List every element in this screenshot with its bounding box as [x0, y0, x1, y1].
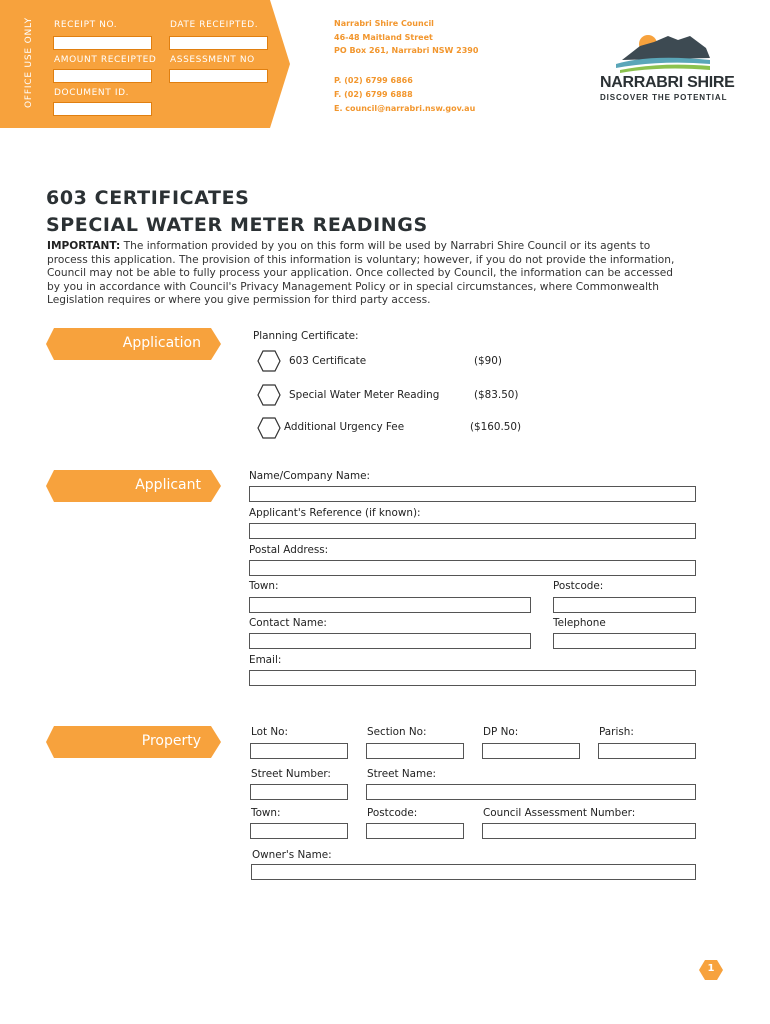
assessment-no-label: ASSESSMENT NO	[170, 55, 255, 65]
council-street: 46-48 Maitland Street	[334, 33, 433, 42]
section-tab-property	[46, 726, 221, 758]
date-receipted-label: DATE RECEIPTED.	[170, 20, 259, 30]
applicant-reference-label: Applicant's Reference (if known):	[249, 507, 421, 519]
dp-no-label: DP No:	[483, 726, 519, 738]
privacy-notice-bold: IMPORTANT:	[47, 240, 121, 252]
amount-receipted-label: AMOUNT RECEIPTED	[54, 55, 157, 65]
option-urgency-fee-checkbox[interactable]	[257, 417, 281, 439]
section-no-field[interactable]	[366, 743, 464, 759]
postal-address-label: Postal Address:	[249, 544, 329, 556]
lot-no-label: Lot No:	[251, 726, 288, 738]
logo-tagline: DISCOVER THE POTENTIAL	[600, 93, 728, 102]
receipt-no-label: RECEIPT NO.	[54, 20, 118, 30]
logo-wordmark: NARRABRI SHIRE	[600, 74, 735, 91]
section-no-label: Section No:	[367, 726, 427, 738]
option-603-certificate-label: 603 Certificate	[289, 355, 367, 367]
owners-name-label: Owner's Name:	[252, 849, 332, 861]
council-po-box: PO Box 261, Narrabri NSW 2390	[334, 46, 479, 55]
applicant-town-label: Town:	[249, 580, 279, 592]
narrabri-logo-icon	[610, 30, 716, 74]
council-assessment-number-label: Council Assessment Number:	[483, 807, 636, 819]
option-603-certificate-checkbox[interactable]	[257, 350, 281, 372]
telephone-label: Telephone	[553, 617, 606, 629]
property-town-field[interactable]	[250, 823, 348, 839]
name-company-label: Name/Company Name:	[249, 470, 371, 482]
postal-address-field[interactable]	[249, 560, 696, 576]
assessment-no-field[interactable]	[169, 69, 268, 83]
street-number-label: Street Number:	[251, 768, 331, 780]
page-title-line1: 603 CERTIFICATES	[46, 187, 250, 209]
street-name-label: Street Name:	[367, 768, 437, 780]
option-603-certificate-price: ($90)	[474, 355, 502, 367]
section-tab-applicant	[46, 470, 221, 502]
option-urgency-fee-price: ($160.50)	[470, 421, 522, 433]
street-name-field[interactable]	[366, 784, 696, 800]
lot-no-field[interactable]	[250, 743, 348, 759]
name-company-field[interactable]	[249, 486, 696, 502]
option-urgency-fee-label: Additional Urgency Fee	[284, 421, 405, 433]
email-field[interactable]	[249, 670, 696, 686]
option-water-meter-price: ($83.50)	[474, 389, 519, 401]
document-id-label: DOCUMENT ID.	[54, 88, 130, 98]
applicant-postcode-field[interactable]	[553, 597, 696, 613]
receipt-no-field[interactable]	[53, 36, 152, 50]
council-name: Narrabri Shire Council	[334, 19, 434, 28]
telephone-field[interactable]	[553, 633, 696, 649]
parish-field[interactable]	[598, 743, 696, 759]
contact-name-field[interactable]	[249, 633, 531, 649]
street-number-field[interactable]	[250, 784, 348, 800]
option-water-meter-checkbox[interactable]	[257, 384, 281, 406]
section-tab-label: Property	[141, 733, 201, 749]
dp-no-field[interactable]	[482, 743, 580, 759]
applicant-reference-field[interactable]	[249, 523, 696, 539]
contact-name-label: Contact Name:	[249, 617, 327, 629]
email-label: Email:	[249, 654, 282, 666]
section-tab-application	[46, 328, 221, 360]
date-receipted-field[interactable]	[169, 36, 268, 50]
planning-certificate-heading: Planning Certificate:	[253, 330, 359, 342]
council-email[interactable]: E. council@narrabri.nsw.gov.au	[334, 104, 476, 113]
council-assessment-number-field[interactable]	[482, 823, 696, 839]
property-postcode-field[interactable]	[366, 823, 464, 839]
council-fax: F. (02) 6799 6888	[334, 90, 413, 99]
page-title-line2: SPECIAL WATER METER READINGS	[46, 214, 428, 236]
office-use-label: OFFICE USE ONLY	[24, 17, 34, 108]
privacy-notice-text: The information provided by you on this form will be used by Narrabri Shire Council or its agents to process this application. The provision of this information is voluntary; however, if you do not provide the information, Council may not be able to fully process your application. Once collected by Council, the information can be accessed by you in accordance with Council's Privacy Management Policy or in special circumstances, where Commonwealth Legislation requires or where you give permission for third party access.	[47, 240, 675, 307]
applicant-town-field[interactable]	[249, 597, 531, 613]
owners-name-field[interactable]	[251, 864, 696, 880]
privacy-notice	[47, 240, 687, 308]
page-number-badge	[698, 959, 724, 981]
section-tab-label: Application	[122, 335, 201, 351]
property-town-label: Town:	[251, 807, 281, 819]
document-id-field[interactable]	[53, 102, 152, 116]
parish-label: Parish:	[599, 726, 634, 738]
council-phone: P. (02) 6799 6866	[334, 76, 413, 85]
section-tab-label: Applicant	[135, 477, 201, 493]
applicant-postcode-label: Postcode:	[553, 580, 604, 592]
property-postcode-label: Postcode:	[367, 807, 418, 819]
page-number: 1	[707, 963, 715, 974]
amount-receipted-field[interactable]	[53, 69, 152, 83]
option-water-meter-label: Special Water Meter Reading	[289, 389, 440, 401]
office-use-panel	[0, 0, 290, 128]
